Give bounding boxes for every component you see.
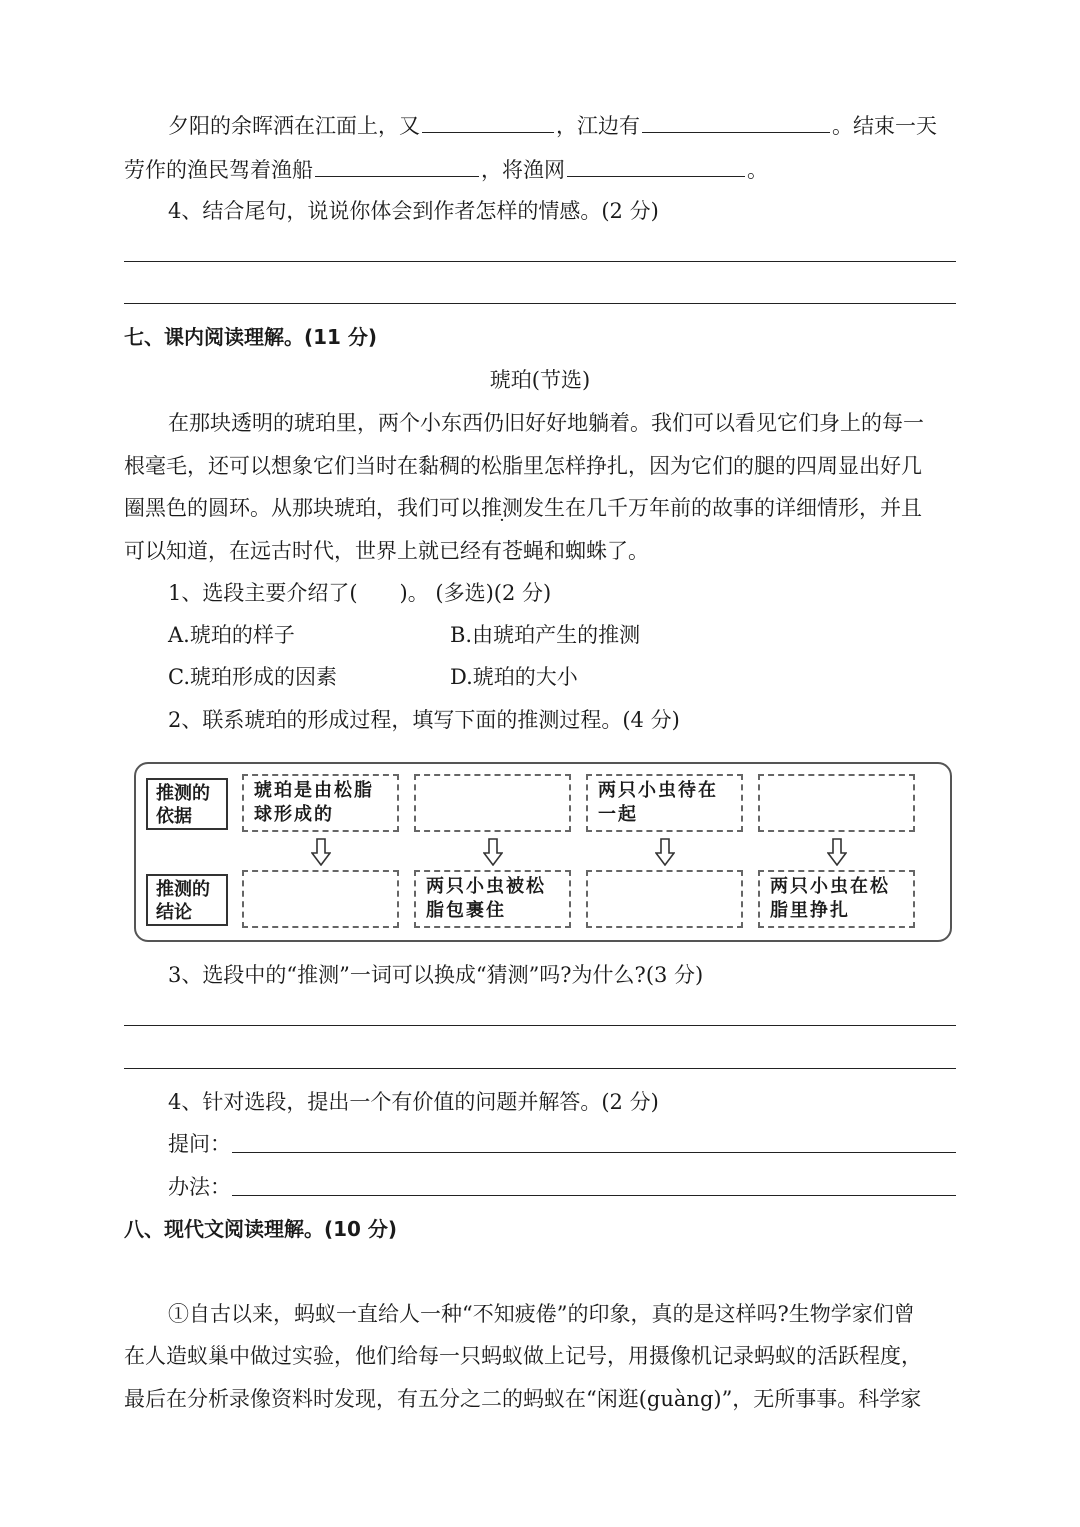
option-c[interactable]: C.琥珀形成的因素	[168, 665, 337, 689]
conclusion-cell-2[interactable]: 两只小虫被松脂包裹住	[414, 870, 571, 928]
text-segment: ，江边有	[556, 114, 640, 138]
blank-3[interactable]	[315, 154, 479, 177]
question-7-1: 1、选段主要介绍了( )。 (多选)(2 分)	[168, 581, 552, 605]
section-7-heading: 七、课内阅读理解。(11 分)	[124, 325, 378, 349]
question-7-2: 2、联系琥珀的形成过程，填写下面的推测过程。(4 分)	[168, 708, 680, 732]
passage-line	[124, 493, 922, 523]
text-segment: 。结束一天	[832, 114, 937, 138]
question-7-4: 4、针对选段，提出一个有价值的问题并解答。(2 分)	[168, 1090, 659, 1114]
passage-line: 可以知道，在远古时代，世界上就已经有苍蝇和蜘蛛了。	[124, 539, 649, 563]
text-segment: 夕阳的余晖洒在江面上，又	[168, 114, 420, 138]
option-b[interactable]: B.由琥珀产生的推测	[450, 623, 641, 647]
option-d[interactable]: D.琥珀的大小	[450, 665, 578, 689]
text-segment: 。	[747, 158, 768, 182]
answer-line[interactable]	[124, 303, 956, 304]
inference-diagram	[134, 762, 952, 942]
down-arrow-icon	[655, 838, 675, 866]
passage-line: 在那块透明的琥珀里，两个小东西仍旧好好地躺着。我们可以看见它们身上的每一	[168, 411, 924, 435]
answer-line[interactable]	[124, 1025, 956, 1026]
basis-cell-1[interactable]: 琥珀是由松脂球形成的	[242, 774, 399, 832]
passage-line: 根毫毛，还可以想象它们当时在黏稠的松脂里怎样挣扎，因为它们的腿的四周显出好几	[124, 454, 922, 478]
basis-cell-4[interactable]	[758, 774, 915, 832]
blank-2[interactable]	[642, 110, 830, 133]
option-a[interactable]: A.琥珀的样子	[168, 623, 295, 647]
down-arrow-icon	[311, 838, 331, 866]
text-segment: 发生在几千万年前的故事的详细情形，并且	[523, 496, 922, 520]
conclusion-cell-1[interactable]	[242, 870, 399, 928]
passage-title: 琥珀(节选)	[489, 368, 591, 392]
method-answer-line[interactable]	[232, 1195, 956, 1196]
passage-line: 最后在分析录像资料时发现，有五分之二的蚂蚁在“闲逛(guàng)”，无所事事。科学家	[124, 1387, 922, 1411]
section-8-heading: 八、现代文阅读理解。(10 分)	[124, 1217, 398, 1241]
basis-cell-3[interactable]: 两只小虫待在一起	[586, 774, 743, 832]
method-label: 办法：	[168, 1175, 231, 1199]
down-arrow-icon	[483, 838, 503, 866]
text-segment: ，将渔网	[481, 158, 565, 182]
blank-4[interactable]	[567, 154, 745, 177]
ask-answer-line[interactable]	[232, 1152, 956, 1153]
answer-line[interactable]	[124, 1068, 956, 1069]
conclusion-cell-4[interactable]: 两只小虫在松脂里挣扎	[758, 870, 915, 928]
blank-1[interactable]	[422, 110, 554, 133]
fill-blank-line-2	[124, 154, 768, 185]
fill-blank-line-1	[168, 110, 937, 141]
text-segment: 劳作的渔民驾着渔船	[124, 158, 313, 182]
passage-line: 在人造蚁巢中做过实验，他们给每一只蚂蚁做上记号，用摄像机记录蚂蚁的活跃程度，	[124, 1344, 922, 1368]
passage-line: ①自古以来，蚂蚁一直给人一种“不知疲倦”的印象，真的是这样吗?生物学家们曾	[168, 1302, 915, 1326]
question-6-4: 4、结合尾句，说说你体会到作者怎样的情感。(2 分)	[168, 199, 659, 223]
label-basis: 推测的依据	[146, 778, 228, 830]
label-conclusion: 推测的结论	[146, 874, 228, 926]
ask-label: 提问：	[168, 1132, 231, 1156]
dotted-word: 推测	[481, 496, 523, 520]
down-arrow-icon	[827, 838, 847, 866]
question-7-3: 3、选段中的“推测”一词可以换成“猜测”吗?为什么?(3 分)	[168, 963, 704, 987]
text-segment: 圈黑色的圆环。从那块琥珀，我们可以	[124, 496, 481, 520]
conclusion-cell-3[interactable]	[586, 870, 743, 928]
basis-cell-2[interactable]	[414, 774, 571, 832]
answer-line[interactable]	[124, 261, 956, 262]
